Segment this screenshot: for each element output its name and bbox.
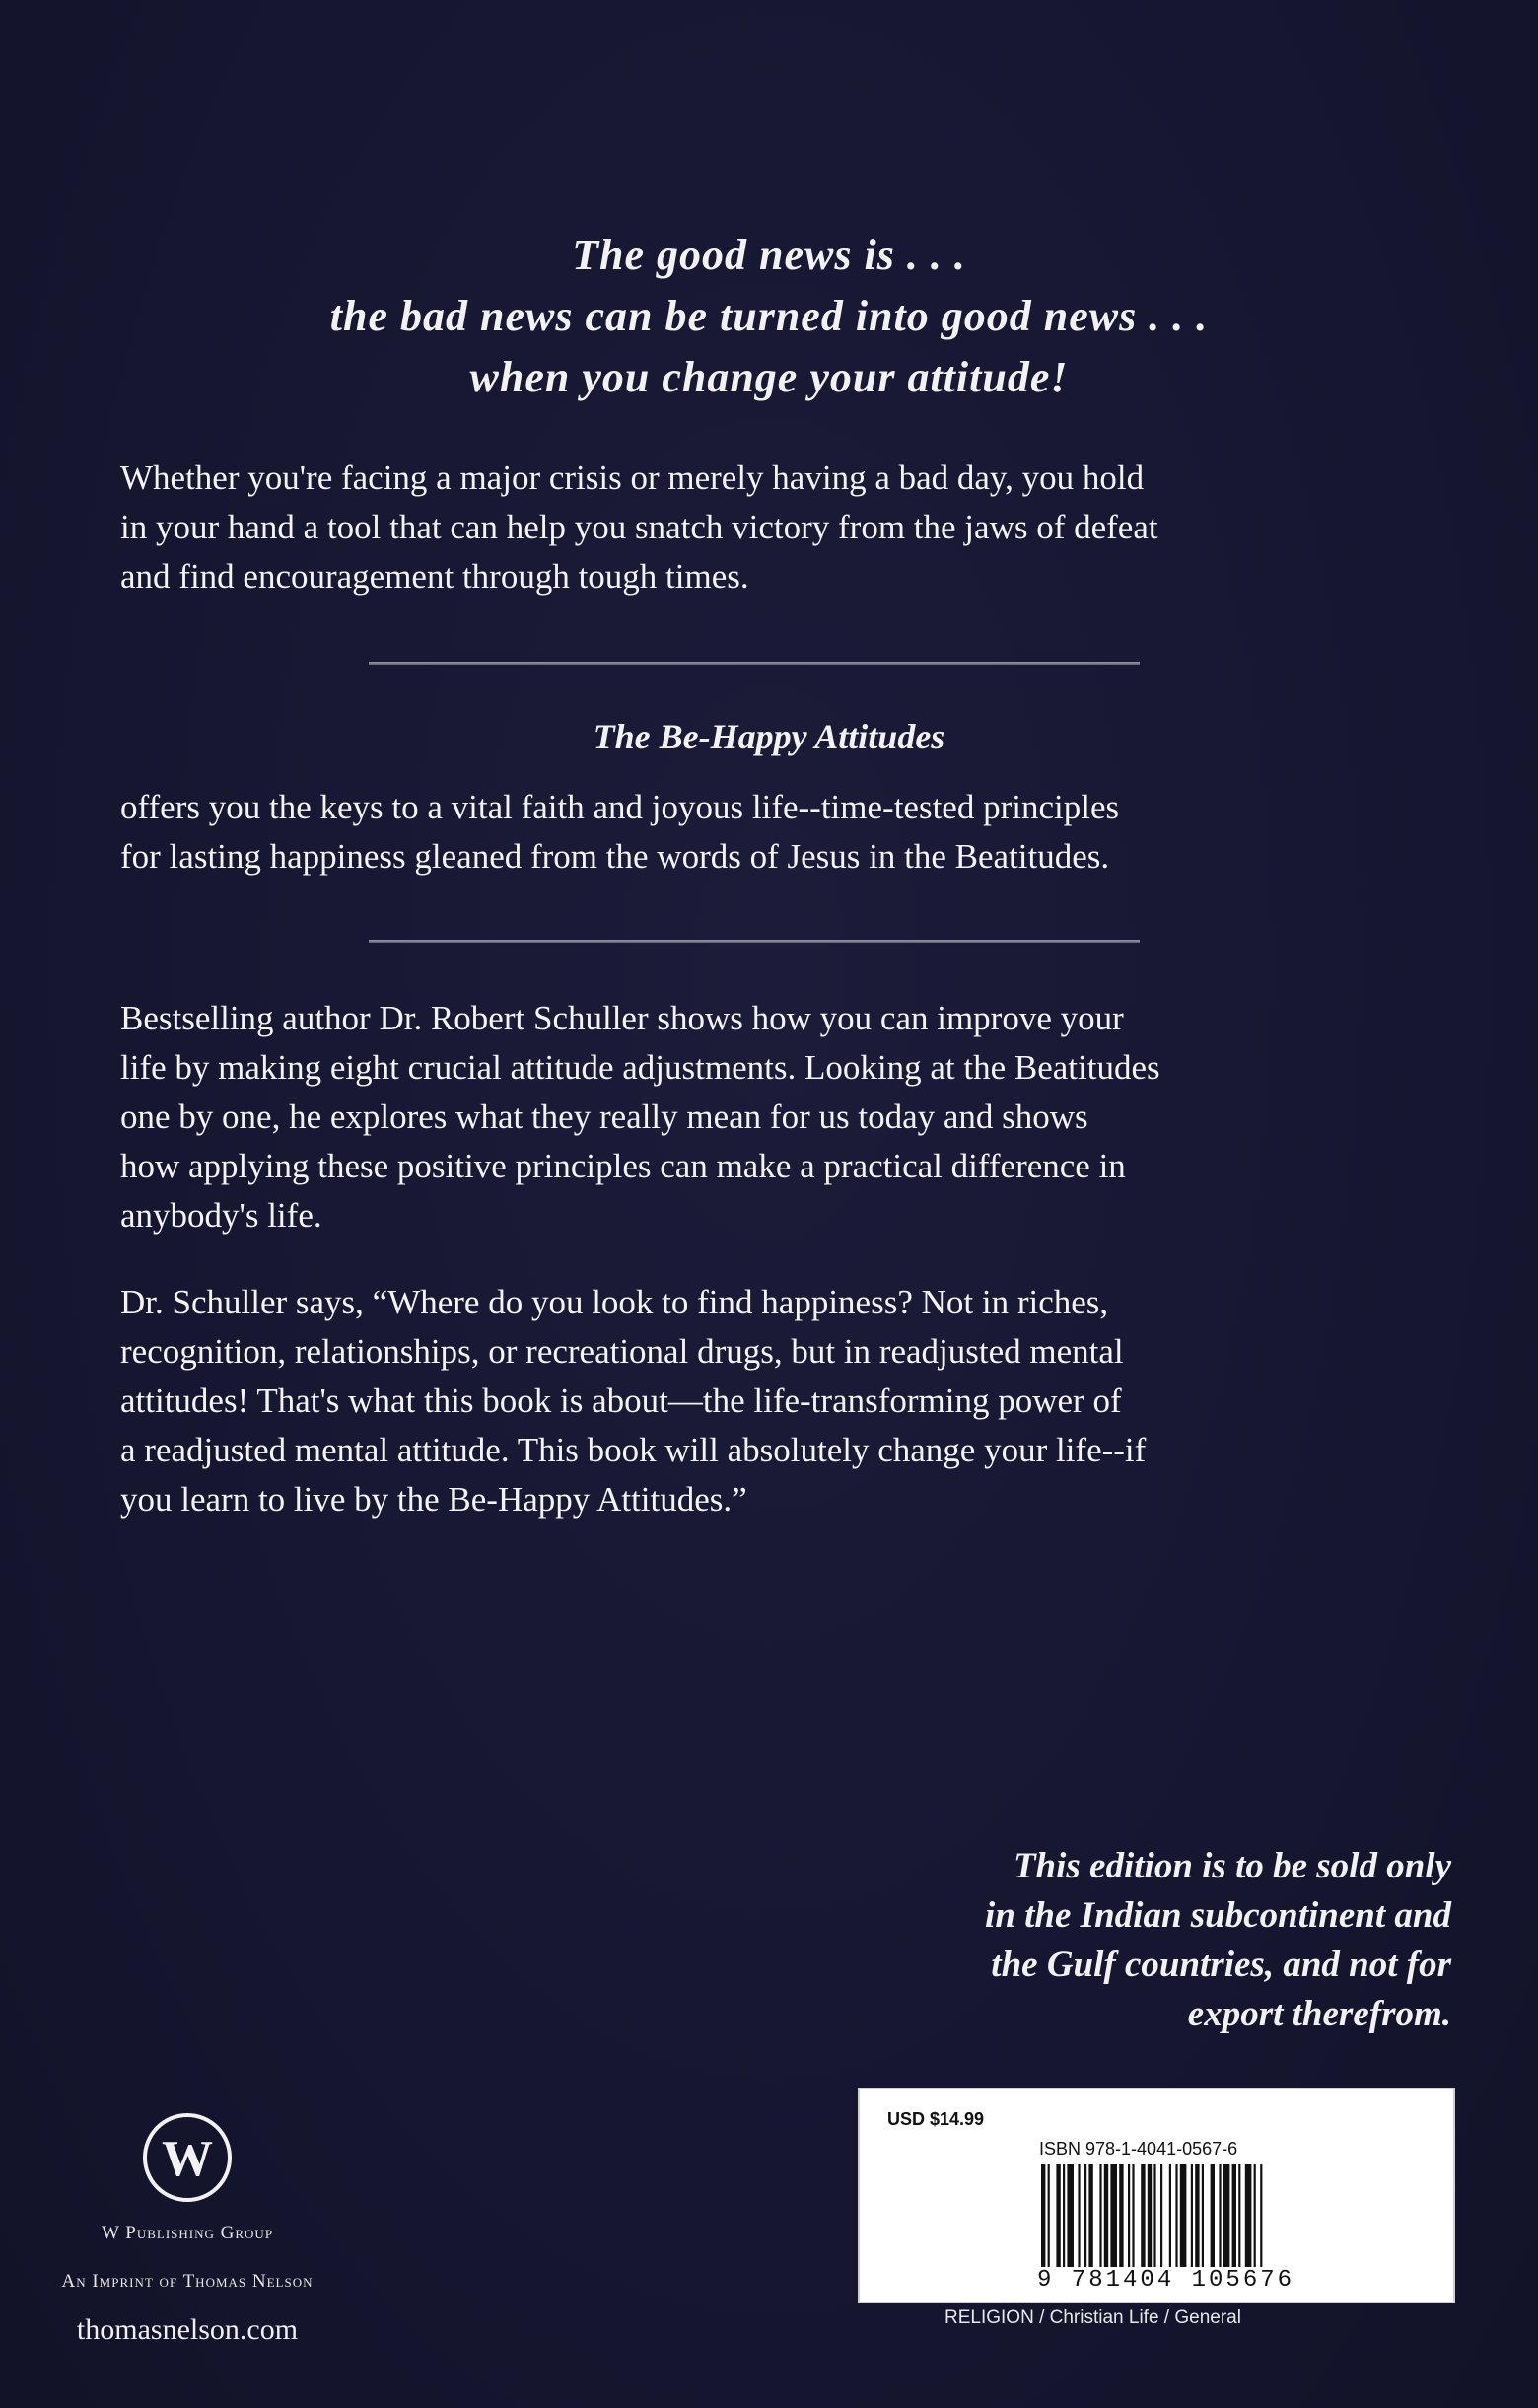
intro-line: Whether you're facing a major crisis or merely having a bad day, you hold [120,459,1145,497]
logo-letters: W [162,2131,213,2187]
headline-line: The good news is . . . [572,231,966,279]
quote-line: you learn to live by the Be-Happy Attitudes.” [120,1480,747,1519]
quote-line: attitudes! That's what this book is about—the life-transforming power of [120,1381,1122,1420]
divider-rule [369,940,1140,943]
divider-rule [369,662,1140,665]
intro-line: in your hand a tool that can help you snatch victory from the jaws of defeat [120,508,1158,546]
quote-line: recognition, relationships, or recreational drugs, but in readjusted mental [120,1332,1124,1371]
publisher-imprint: An Imprint of Thomas Nelson [61,2271,314,2292]
headline-line: the bad news can be turned into good news . . . [329,292,1209,340]
headline-line: when you change your attitude! [469,353,1069,401]
about-line: life by making eight crucial attitude adjustments. Looking at the Beatitudes [120,1048,1160,1087]
publisher-logo-icon [142,2112,233,2203]
isbn-label: ISBN 978-1-4041-0567-6 [1039,2139,1238,2159]
headline [0,225,1538,408]
about-paragraph [120,994,1402,1240]
price-label: USD $14.99 [887,2109,985,2129]
about-line: one by one, he explores what they really mean for us today and shows [120,1098,1088,1136]
notice-line: export therefrom. [1187,1994,1451,2034]
intro-paragraph [120,454,1402,602]
offers-paragraph [120,783,1402,882]
sales-notice [985,1842,1451,2039]
barcode-icon [1037,2164,1424,2267]
quote-paragraph [120,1278,1402,1524]
publisher-website: thomasnelson.com [76,2313,299,2346]
quote-line: Dr. Schuller says, “Where do you look to find happiness? Not in riches, [120,1283,1109,1321]
quote-line: a readjusted mental attitude. This book will absolutely change your life--if [120,1431,1147,1469]
intro-line: and find encouragement through tough times. [120,557,749,596]
barcode-panel [858,2088,1455,2303]
offers-line: for lasting happiness gleaned from the words of Jesus in the Beatitudes. [120,837,1110,876]
about-line: Bestselling author Dr. Robert Schuller shows how you can improve your [120,999,1124,1037]
notice-line: the Gulf countries, and not for [991,1945,1451,1985]
barcode-digits: 9 781404 105676 [1037,2267,1295,2294]
offers-line: offers you the keys to a vital faith and joyous life--time-tested principles [120,788,1120,826]
notice-line: in the Indian subcontinent and [985,1895,1451,1936]
book-title: The Be-Happy Attitudes [593,717,945,756]
publisher-name: W Publishing Group [101,2223,274,2243]
about-line: how applying these positive principles can make a practical difference in [120,1147,1126,1185]
about-line: anybody's life. [120,1196,322,1235]
notice-line: This edition is to be sold only [1013,1846,1451,1886]
category-label: RELIGION / Christian Life / General [944,2307,1241,2328]
